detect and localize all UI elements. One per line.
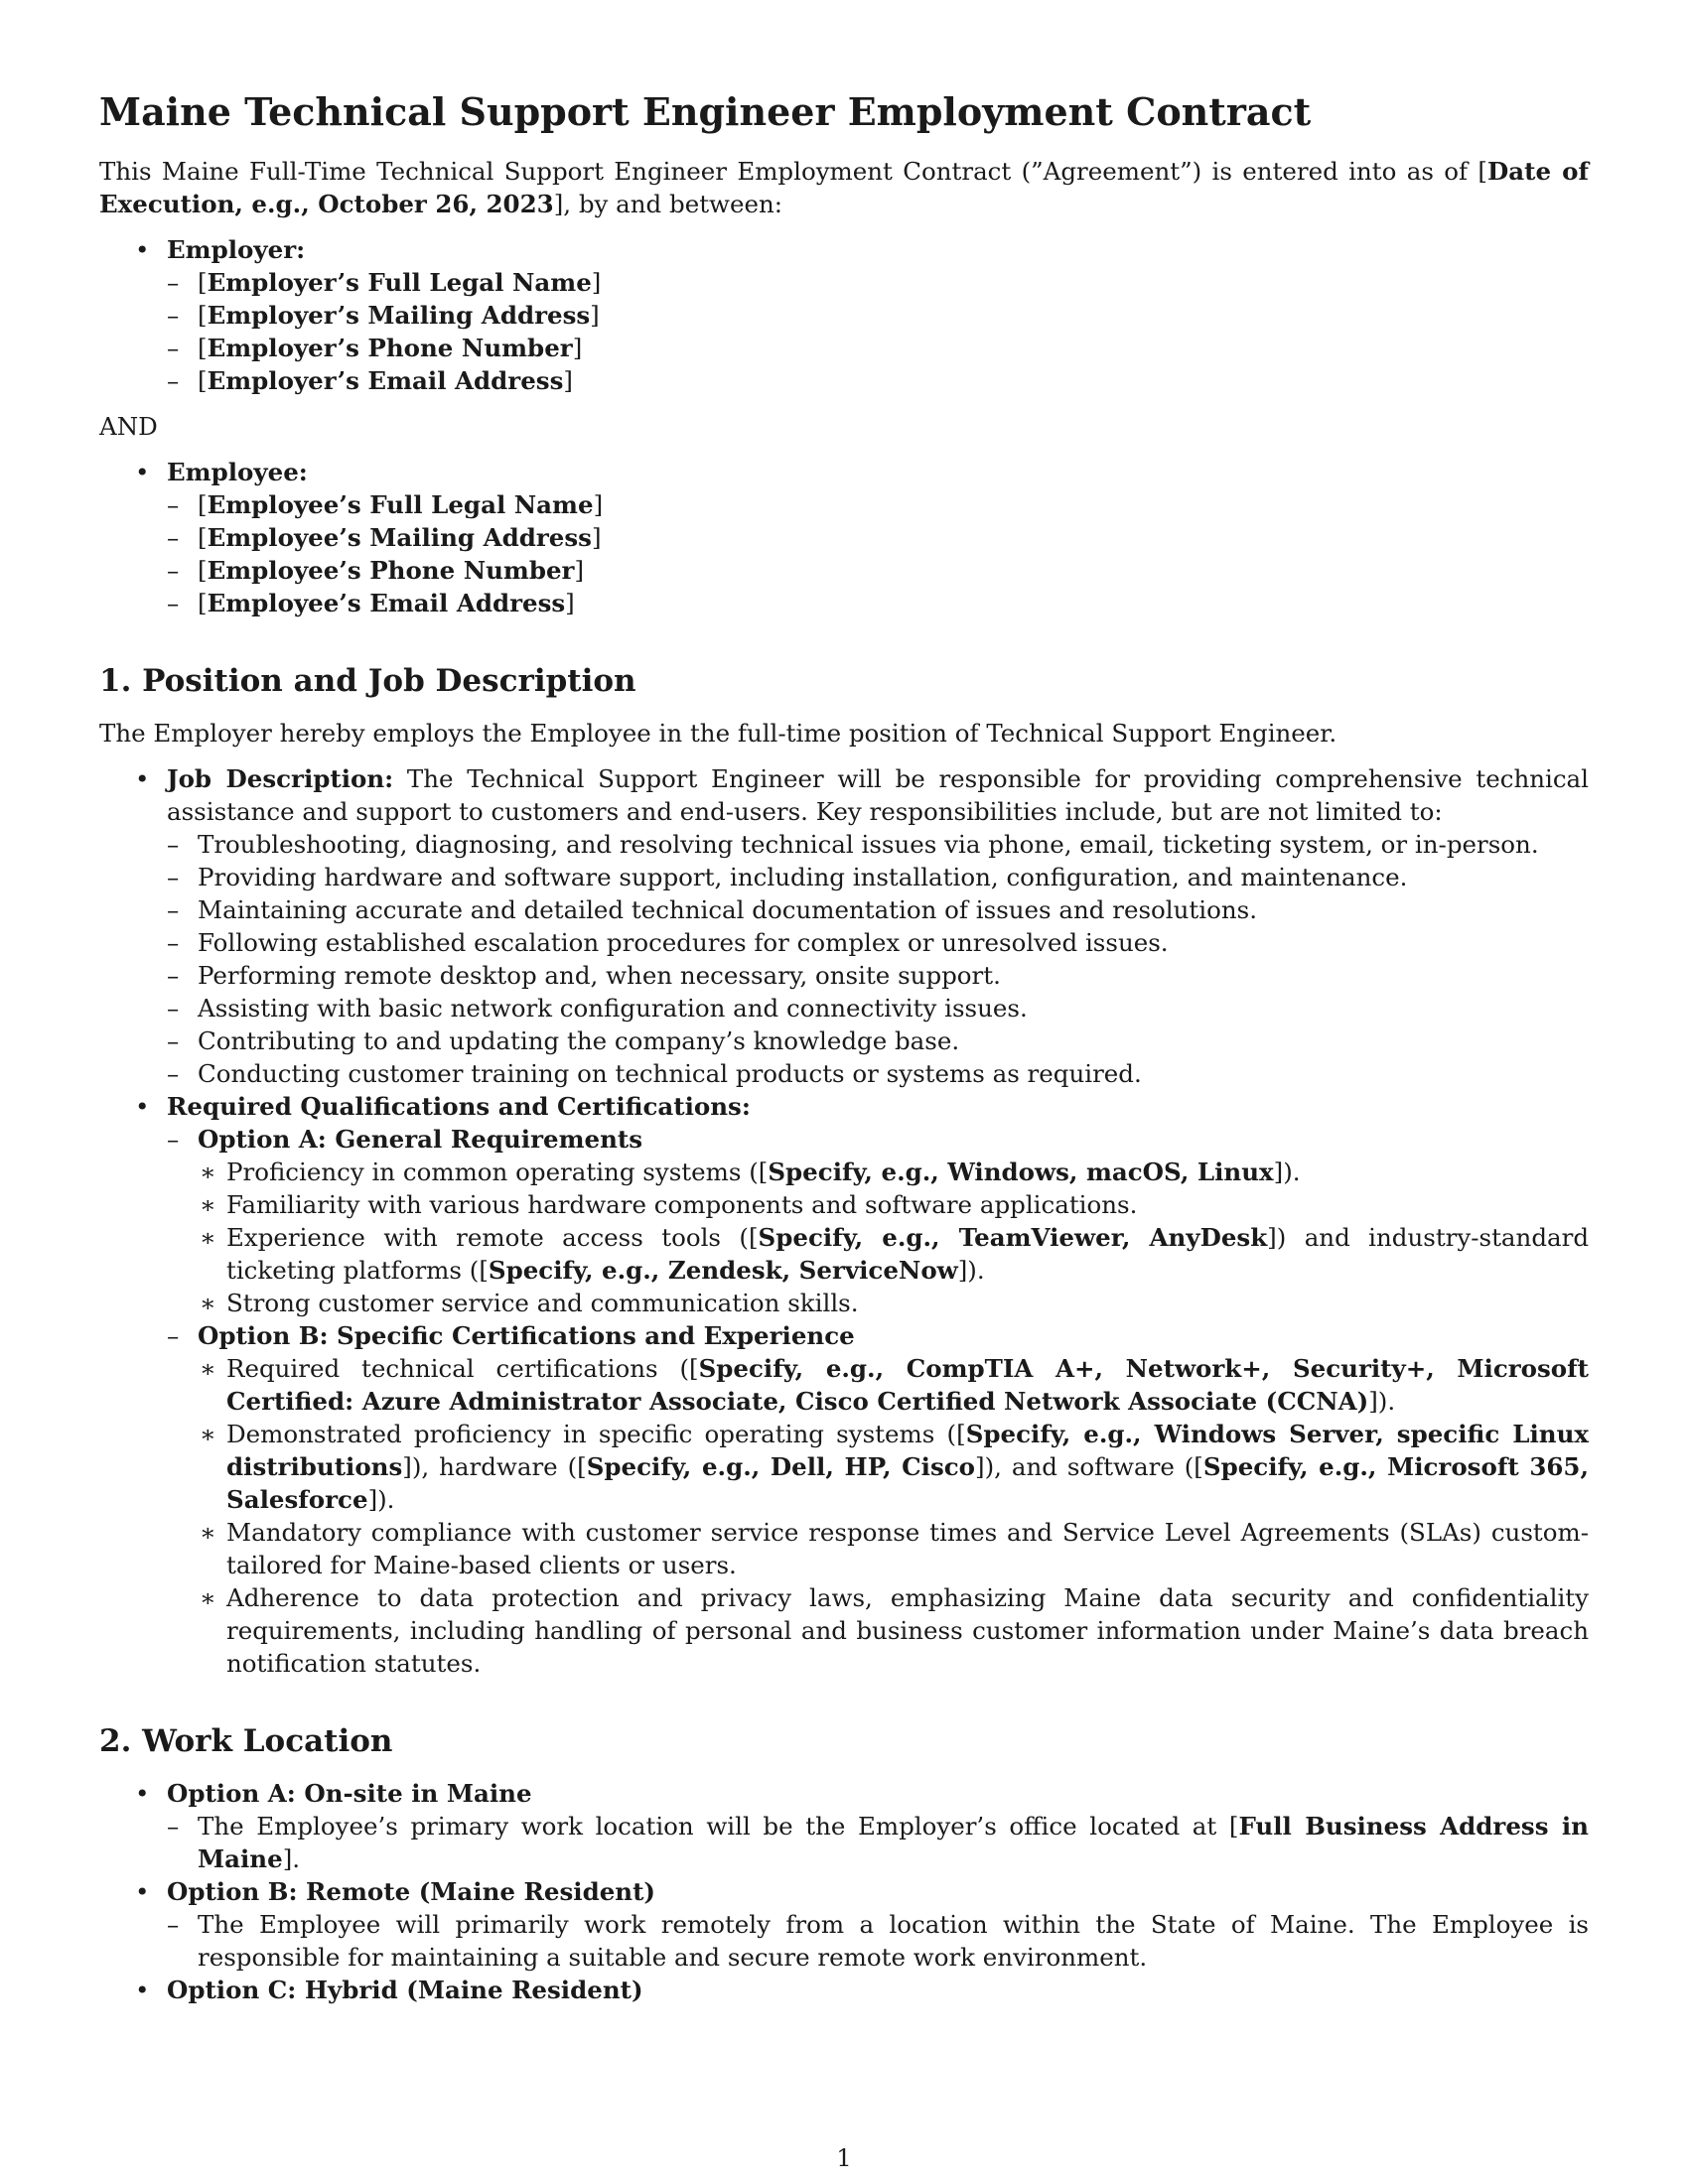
qualifications-item: • Required Qualifications and Certifications: – Option A: General Requirements ∗ Proficiency in common operating systems ([Specify, e.g., Windows, macOS, Linux]). ∗ Familiarity with various hardware components and software applications. ∗ Experience with remote access tools ([Specify, e.g., TeamViewer, AnyDesk]) and industry-standard ticketing platforms ([Specify, e.g., Zendesk, ServiceNow]). ∗ Strong customer service and communication skills. – Option B: Specific Certifications and Experience ∗ Required technical certifications ([Specify, e.g., CompTIA A+, Network+, Security+, Microsoft Certified: Azure Administrator Associate, Cisco Certified Network Associate (CCNA)]). ∗ Demonstrated proficiency in specific operating systems ([Specify, e.g., Windows Server, specific Linux distributions]), hardware ([Specify, e.g., Dell, HP, Cisco]), and software ([Specify, e.g., Microsoft 365, Salesforce]). ∗ Mandatory compliance with customer service response times and Service Level Agreements (SLAs) custom-tailored for Maine-based clients or users. ∗ Adherence to data protection and privacy laws, emphasizing Maine data security and confidentiality requirements, including handling of personal and business customer information under Maine’s data breach notification statutes. (99, 1090, 1589, 1680)
location-option-text: – The Employee will primarily work remotely from a location within the State of Maine. The Employee is responsible for maintaining a suitable and secure remote work environment. (167, 1908, 1589, 1974)
option-a-requirements: – Option A: General Requirements ∗ Proficiency in common operating systems ([Specify, e.g., Windows, macOS, Linux]). ∗ Familiarity with various hardware components and software applications. ∗ Experience with remote access tools ([Specify, e.g., TeamViewer, AnyDesk]) and industry-standard ticketing platforms ([Specify, e.g., Zendesk, ServiceNow]). ∗ Strong customer service and communication skills. (167, 1123, 1589, 1319)
requirement-item: ∗ Required technical certifications ([Specify, e.g., CompTIA A+, Network+, Security+, Microsoft Certified: Azure Administrator Associate, Cisco Certified Network Associate (CCNA)]). (198, 1352, 1589, 1418)
job-description-item: • Job Description: The Technical Support Engineer will be responsible for providing comprehensive technical assistance and support to customers and end-users. Key responsibilities include, but are not limited to: – Troubleshooting, diagnosing, and resolving technical issues via phone, email, ticketing system, or in-person. – Providing hardware and software support, including installation, configuration, and maintenance. – Maintaining accurate and detailed technical documentation of issues and resolutions. – Following established escalation procedures for complex or unresolved issues. – Performing remote desktop and, when necessary, onsite support. – Assisting with basic network configuration and connectivity issues. – Contributing to and updating the company’s knowledge base. – Conducting customer training on technical products or systems as required. (99, 762, 1589, 1090)
employee-list (99, 456, 1589, 619)
location-option-c: • Option C: Hybrid (Maine Resident) (99, 1974, 1589, 2006)
requirement-item: ∗ Mandatory compliance with customer service response times and Service Level Agreements (SLAs) custom-tailored for Maine-based clients or users. (198, 1516, 1589, 1581)
location-option-text: – The Employee’s primary work location will be the Employer’s office located at [Full Business Address in Maine]. (167, 1810, 1589, 1875)
employee-field: – [Employee’s Full Legal Name] (167, 488, 1589, 521)
employer-field: – [Employer’s Mailing Address] (167, 299, 1589, 332)
option-b-requirements: – Option B: Specific Certifications and Experience ∗ Required technical certifications ([Specify, e.g., CompTIA A+, Network+, Security+, Microsoft Certified: Azure Administrator Associate, Cisco Certified Network Associate (CCNA)]). ∗ Demonstrated proficiency in specific operating systems ([Specify, e.g., Windows Server, specific Linux distributions]), hardware ([Specify, e.g., Dell, HP, Cisco]), and software ([Specify, e.g., Microsoft 365, Salesforce]). ∗ Mandatory compliance with customer service response times and Service Level Agreements (SLAs) custom-tailored for Maine-based clients or users. ∗ Adherence to data protection and privacy laws, emphasizing Maine data security and confidentiality requirements, including handling of personal and business customer information under Maine’s data breach notification statutes. (167, 1319, 1589, 1680)
responsibility-item: – Performing remote desktop and, when necessary, onsite support. (167, 959, 1589, 992)
employer-field: – [Employer’s Phone Number] (167, 332, 1589, 364)
intro-paragraph: This Maine Full-Time Technical Support Engineer Employment Contract (”Agreement”) is entered into as of [Date of Execution, e.g., October 26, 2023], by and between: (99, 157, 1589, 218)
responsibility-item: – Providing hardware and software support, including installation, configuration, and maintenance. (167, 861, 1589, 893)
requirement-item: ∗ Proficiency in common operating systems ([Specify, e.g., Windows, macOS, Linux]). (198, 1156, 1589, 1188)
employee-field: – [Employee’s Phone Number] (167, 554, 1589, 587)
responsibility-item: – Following established escalation procedures for complex or unresolved issues. (167, 926, 1589, 959)
responsibility-item: – Contributing to and updating the company’s knowledge base. (167, 1024, 1589, 1057)
date-placeholder: Date of Execution, e.g., October 26, 2023 (99, 157, 1589, 218)
location-option-b: • Option B: Remote (Maine Resident) – The Employee will primarily work remotely from a location within the State of Maine. The Employee is responsible for maintaining a suitable and secure remote work environment. (99, 1875, 1589, 1974)
responsibility-item: – Assisting with basic network configuration and connectivity issues. (167, 992, 1589, 1024)
employee-item: • Employee: – [Employee’s Full Legal Name] – [Employee’s Mailing Address] – [Employee’s Phone Number] – [Employee’s Email Address] (99, 456, 1589, 619)
and-separator: AND (99, 412, 158, 441)
employer-field: – [Employer’s Full Legal Name] (167, 266, 1589, 299)
requirement-item: ∗ Familiarity with various hardware components and software applications. (198, 1188, 1589, 1221)
page-number: 1 (836, 2144, 852, 2172)
employer-field: – [Employer’s Email Address] (167, 364, 1589, 397)
document-page (99, 87, 1589, 2006)
requirement-item: ∗ Experience with remote access tools ([Specify, e.g., TeamViewer, AnyDesk]) and industry-standard ticketing platforms ([Specify, e.g., Zendesk, ServiceNow]). (198, 1221, 1589, 1287)
location-option-a: • Option A: On-site in Maine – The Employee’s primary work location will be the Employer’s office located at [Full Business Address in Maine]. (99, 1777, 1589, 1875)
requirement-item: ∗ Demonstrated proficiency in specific operating systems ([Specify, e.g., Windows Server, specific Linux distributions]), hardware ([Specify, e.g., Dell, HP, Cisco]), and software ([Specify, e.g., Microsoft 365, Salesforce]). (198, 1418, 1589, 1516)
requirement-item: ∗ Adherence to data protection and privacy laws, emphasizing Maine data security and confidentiality requirements, including handling of personal and business customer information under Maine’s data breach notification statutes. (198, 1581, 1589, 1680)
employee-field: – [Employee’s Mailing Address] (167, 521, 1589, 554)
responsibility-item: – Maintaining accurate and detailed technical documentation of issues and resolutions. (167, 893, 1589, 926)
document-title: Maine Technical Support Engineer Employment Contract (99, 89, 1312, 134)
section-1-intro: The Employer hereby employs the Employee in the full-time position of Technical Support Engineer. (99, 719, 1337, 748)
requirement-item: ∗ Strong customer service and communication skills. (198, 1287, 1589, 1319)
section-1-heading: 1. Position and Job Description (99, 663, 636, 699)
employer-item: • Employer: – [Employer’s Full Legal Name] – [Employer’s Mailing Address] – [Employer’s Phone Number] – [Employer’s Email Address] (99, 233, 1589, 397)
employer-list (99, 233, 1589, 397)
responsibility-item: – Conducting customer training on technical products or systems as required. (167, 1057, 1589, 1090)
section-1-list (99, 762, 1589, 1680)
responsibilities-list (167, 828, 1589, 1090)
responsibility-item: – Troubleshooting, diagnosing, and resolving technical issues via phone, email, ticketing system, or in-person. (167, 828, 1589, 861)
employee-field: – [Employee’s Email Address] (167, 587, 1589, 619)
section-2-list (99, 1777, 1589, 2006)
section-2-heading: 2. Work Location (99, 1723, 393, 1759)
